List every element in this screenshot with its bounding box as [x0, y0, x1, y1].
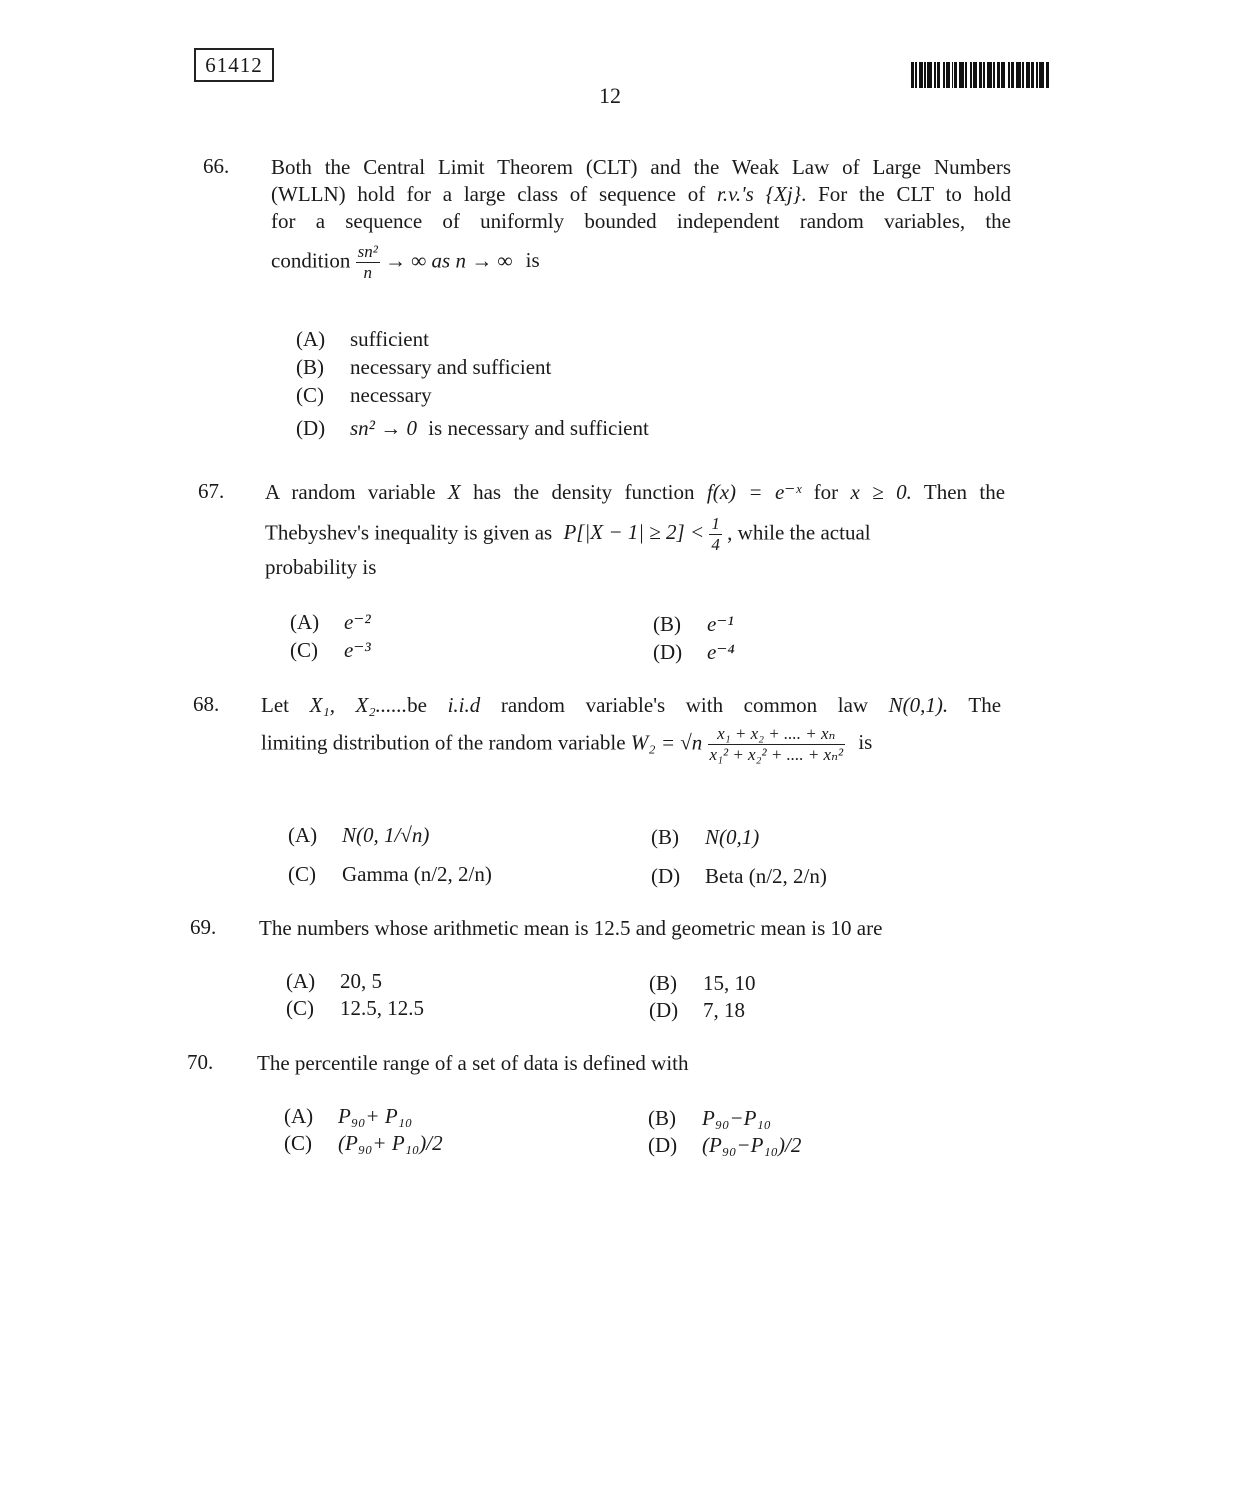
option-text: e⁻²: [344, 610, 371, 634]
option-label: (A): [290, 610, 320, 634]
q67-cond: x ≥ 0.: [850, 480, 912, 504]
barcode-image: [911, 62, 1065, 88]
q68-option-b[interactable]: [651, 823, 759, 851]
q68-option-d[interactable]: [651, 862, 827, 890]
q68-frac-num: x₁ + x₂ + .... + xₙ: [717, 724, 836, 743]
q68-option-a[interactable]: [288, 821, 429, 849]
option-label: (D): [296, 416, 326, 440]
option-text: 15, 10: [703, 971, 756, 995]
q70-option-a[interactable]: [284, 1102, 412, 1130]
question-66-text: [271, 154, 1011, 235]
q68-line-1: [261, 692, 1001, 719]
option-label: (B): [648, 1106, 676, 1130]
q70-option-b[interactable]: [648, 1104, 771, 1132]
q67-line-3: probability is: [265, 555, 377, 579]
option-text: 12.5, 12.5: [340, 996, 424, 1020]
q66-condition-fraction: [356, 242, 380, 283]
q67-inequality: P[|X − 1| ≥ 2] <: [563, 520, 705, 545]
option-label: (B): [653, 612, 681, 636]
question-66-number: 66.: [203, 154, 230, 178]
q66-line-3: for a sequence of uniformly bounded independent random variables, the: [271, 209, 1011, 233]
q70-option-d[interactable]: [648, 1131, 801, 1159]
option-label: (D): [651, 864, 681, 888]
q66-seq: {Xj}: [765, 182, 802, 206]
q66-line-2-end: . For the CLT to hold: [801, 182, 1012, 206]
q66-option-b[interactable]: [296, 353, 551, 381]
option-text: is necessary and sufficient: [428, 416, 649, 440]
q67-text-b: has the density function: [473, 480, 695, 504]
q67-line-1: [265, 479, 1005, 506]
q67-text-a: A random variable: [265, 480, 436, 504]
option-text: (P₉₀+ P₁₀)/2: [338, 1131, 443, 1155]
option-label: (B): [296, 355, 324, 379]
option-text: sufficient: [350, 327, 429, 351]
q67-frac-num: 1: [711, 514, 720, 533]
option-label: (D): [649, 998, 679, 1022]
option-label: (C): [284, 1131, 312, 1155]
q66-option-a[interactable]: [296, 325, 429, 353]
option-text: necessary and sufficient: [350, 355, 552, 379]
q68-frac-den: x₁² + x₂² + .... + xₙ²: [709, 745, 844, 764]
q70-option-c[interactable]: [284, 1129, 443, 1157]
q67-density: f(x) = e⁻ˣ: [706, 480, 802, 504]
q68-w2: W₂ = √n: [630, 730, 703, 755]
option-label: (A): [296, 327, 326, 351]
option-label: (D): [648, 1133, 678, 1157]
option-label: (C): [290, 638, 318, 662]
q68-is: is: [858, 730, 873, 755]
option-label: (A): [286, 969, 316, 993]
option-label: (C): [288, 862, 316, 886]
q66-condition-tail: → ∞ as n → ∞: [385, 248, 513, 273]
option-label: (C): [286, 996, 314, 1020]
q68-line-2: [261, 724, 872, 765]
option-label: (C): [296, 383, 324, 407]
question-69-text: The numbers whose arithmetic mean is 12.5 and geometric mean is 10 are: [259, 916, 883, 940]
q68-fraction: [708, 724, 846, 765]
question-67-number: 67.: [198, 479, 225, 503]
option-text: N(0,1): [705, 825, 760, 849]
q66-option-d[interactable]: [296, 414, 649, 442]
q68-text-a: Let: [261, 693, 289, 717]
question-70-text: The percentile range of a set of data is defined with: [257, 1051, 689, 1075]
option-label: (A): [284, 1104, 314, 1128]
q67-text-c: for: [813, 480, 839, 504]
q69-option-b[interactable]: [649, 969, 756, 997]
option-text: N(0, 1/√n): [342, 823, 430, 847]
q67-line-2-end: , while the actual: [727, 520, 871, 545]
q68-text-c: random variable's with common law: [500, 693, 869, 717]
q67-fraction: [709, 514, 722, 555]
q68-law: N(0,1).: [888, 693, 949, 717]
question-68-number: 68.: [193, 692, 220, 716]
option-text: (P₉₀−P₁₀)/2: [702, 1133, 802, 1157]
option-text: necessary: [350, 383, 432, 407]
q68-option-c[interactable]: [288, 860, 492, 888]
q66-line-2-text: (WLLN) hold for a large class of sequence of: [271, 182, 706, 206]
option-text: 7, 18: [703, 998, 745, 1022]
option-text: P₉₀−P₁₀: [702, 1106, 772, 1130]
q68-vars: X₁, X₂......: [309, 693, 408, 717]
q67-option-c[interactable]: [290, 636, 371, 664]
q66-condition-is: is: [525, 248, 540, 273]
q67-option-b[interactable]: [653, 610, 734, 638]
option-label: (B): [649, 971, 677, 995]
q66-line-2: [271, 181, 1011, 208]
q69-option-a[interactable]: [286, 967, 382, 995]
page-number: 12: [599, 83, 621, 108]
q69-option-c[interactable]: [286, 994, 424, 1022]
option-text: P₉₀+ P₁₀: [338, 1104, 413, 1128]
q67-option-a[interactable]: [290, 608, 371, 636]
option-label: (B): [651, 825, 679, 849]
option-text: e⁻¹: [707, 612, 734, 636]
q66-line-1: Both the Central Limit Theorem (CLT) and the Weak Law of Large Numbers: [271, 155, 1011, 179]
q68-text-b: be: [407, 693, 427, 717]
q66-condition-word: condition: [271, 248, 351, 273]
option-text: e⁻³: [344, 638, 371, 662]
q68-line-2-text: limiting distribution of the random variable: [261, 730, 626, 755]
q68-iid: i.i.d: [447, 693, 481, 717]
paper-code-box: 61412: [194, 48, 274, 82]
option-label: (D): [653, 640, 683, 664]
question-70-number: 70.: [187, 1050, 214, 1074]
option-text: e⁻⁴: [707, 640, 735, 664]
option-text: Gamma (n/2, 2/n): [342, 862, 492, 886]
option-label: (A): [288, 823, 318, 847]
q67-line-2-text: Thebyshev's inequality is given as: [265, 520, 553, 545]
q67-text-d: Then the: [923, 480, 1006, 504]
question-69-number: 69.: [190, 915, 217, 939]
option-text: 20, 5: [340, 969, 382, 993]
option-math: sn² → 0: [350, 416, 417, 440]
q66-frac-num: sn²: [357, 242, 378, 261]
option-text: Beta (n/2, 2/n): [705, 864, 827, 888]
q66-condition: [271, 242, 540, 283]
q67-option-d[interactable]: [653, 638, 735, 666]
q67-var-x: X: [447, 480, 461, 504]
q67-line-2: [265, 514, 1005, 555]
q69-option-d[interactable]: [649, 996, 745, 1024]
q68-text-d: The: [968, 693, 1002, 717]
q66-option-c[interactable]: [296, 381, 432, 409]
q66-rv: r.v.'s: [717, 182, 754, 206]
q66-frac-den: n: [356, 262, 380, 283]
q67-frac-den: 4: [711, 535, 720, 554]
